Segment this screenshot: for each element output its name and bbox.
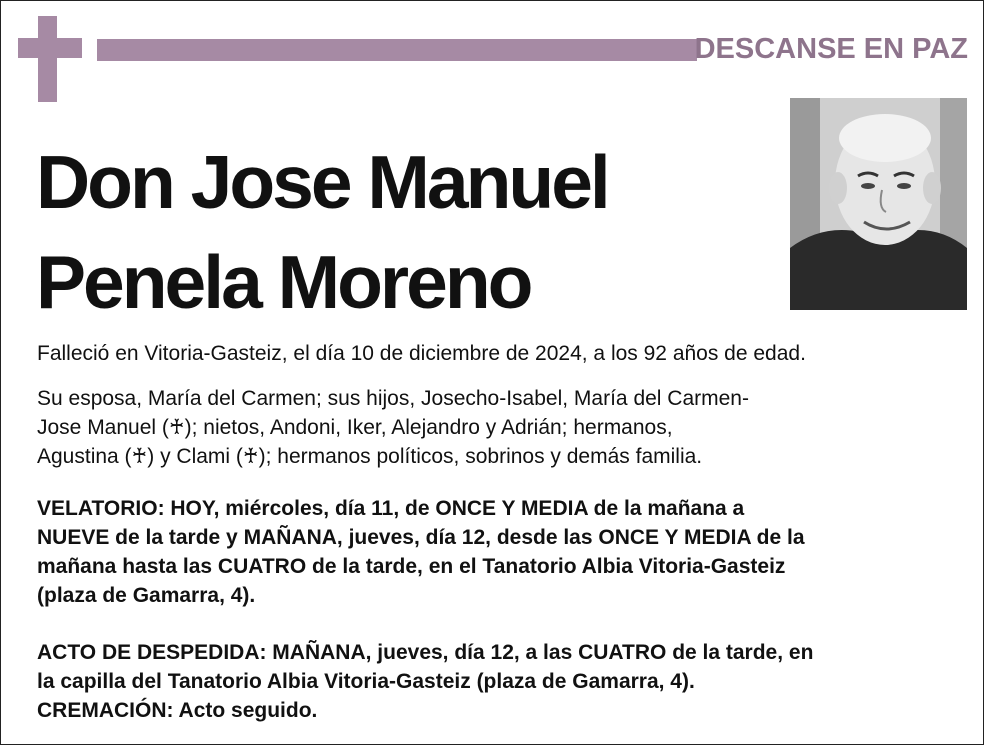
family-line: Su esposa, María del Carmen; sus hijos, Josecho-Isabel, María del Carmen- (37, 387, 749, 410)
name-line-2: Penela Moreno (36, 240, 531, 324)
family-line: Agustina (♰) y Clami (♰); hermanos políticos, sobrinos y demás familia. (37, 445, 703, 468)
header-label: DESCANSE EN PAZ (694, 33, 968, 65)
portrait-photo (790, 98, 967, 310)
family-paragraph (37, 384, 857, 471)
despedida-line: la capilla del Tanatorio Albia Vitoria-Gasteiz (plaza de Gamarra, 4). (37, 670, 695, 693)
cross-icon (18, 16, 82, 102)
family-line: Jose Manuel (♰); nietos, Andoni, Iker, Alejandro y Adrián; hermanos, (37, 416, 673, 439)
deceased-name (36, 132, 756, 332)
despedida-paragraph (37, 638, 957, 725)
despedida-line: ACTO DE DESPEDIDA: MAÑANA, jueves, día 12, a las CUATRO de la tarde, en (37, 641, 814, 664)
name-line-1: Don Jose Manuel (36, 140, 608, 224)
velatorio-paragraph (37, 494, 957, 610)
velatorio-line: (plaza de Gamarra, 4). (37, 584, 256, 607)
velatorio-line: mañana hasta las CUATRO de la tarde, en el Tanatorio Albia Vitoria-Gasteiz (37, 555, 786, 578)
velatorio-line: NUEVE de la tarde y MAÑANA, jueves, día 12, desde las ONCE Y MEDIA de la (37, 526, 805, 549)
death-notice: Falleció en Vitoria-Gasteiz, el día 10 de diciembre de 2024, a los 92 años de edad. (37, 342, 806, 365)
cremacion-line: CREMACIÓN: Acto seguido. (37, 699, 318, 722)
velatorio-line: VELATORIO: HOY, miércoles, día 11, de ONCE Y MEDIA de la mañana a (37, 497, 745, 520)
header-bar (97, 39, 697, 61)
